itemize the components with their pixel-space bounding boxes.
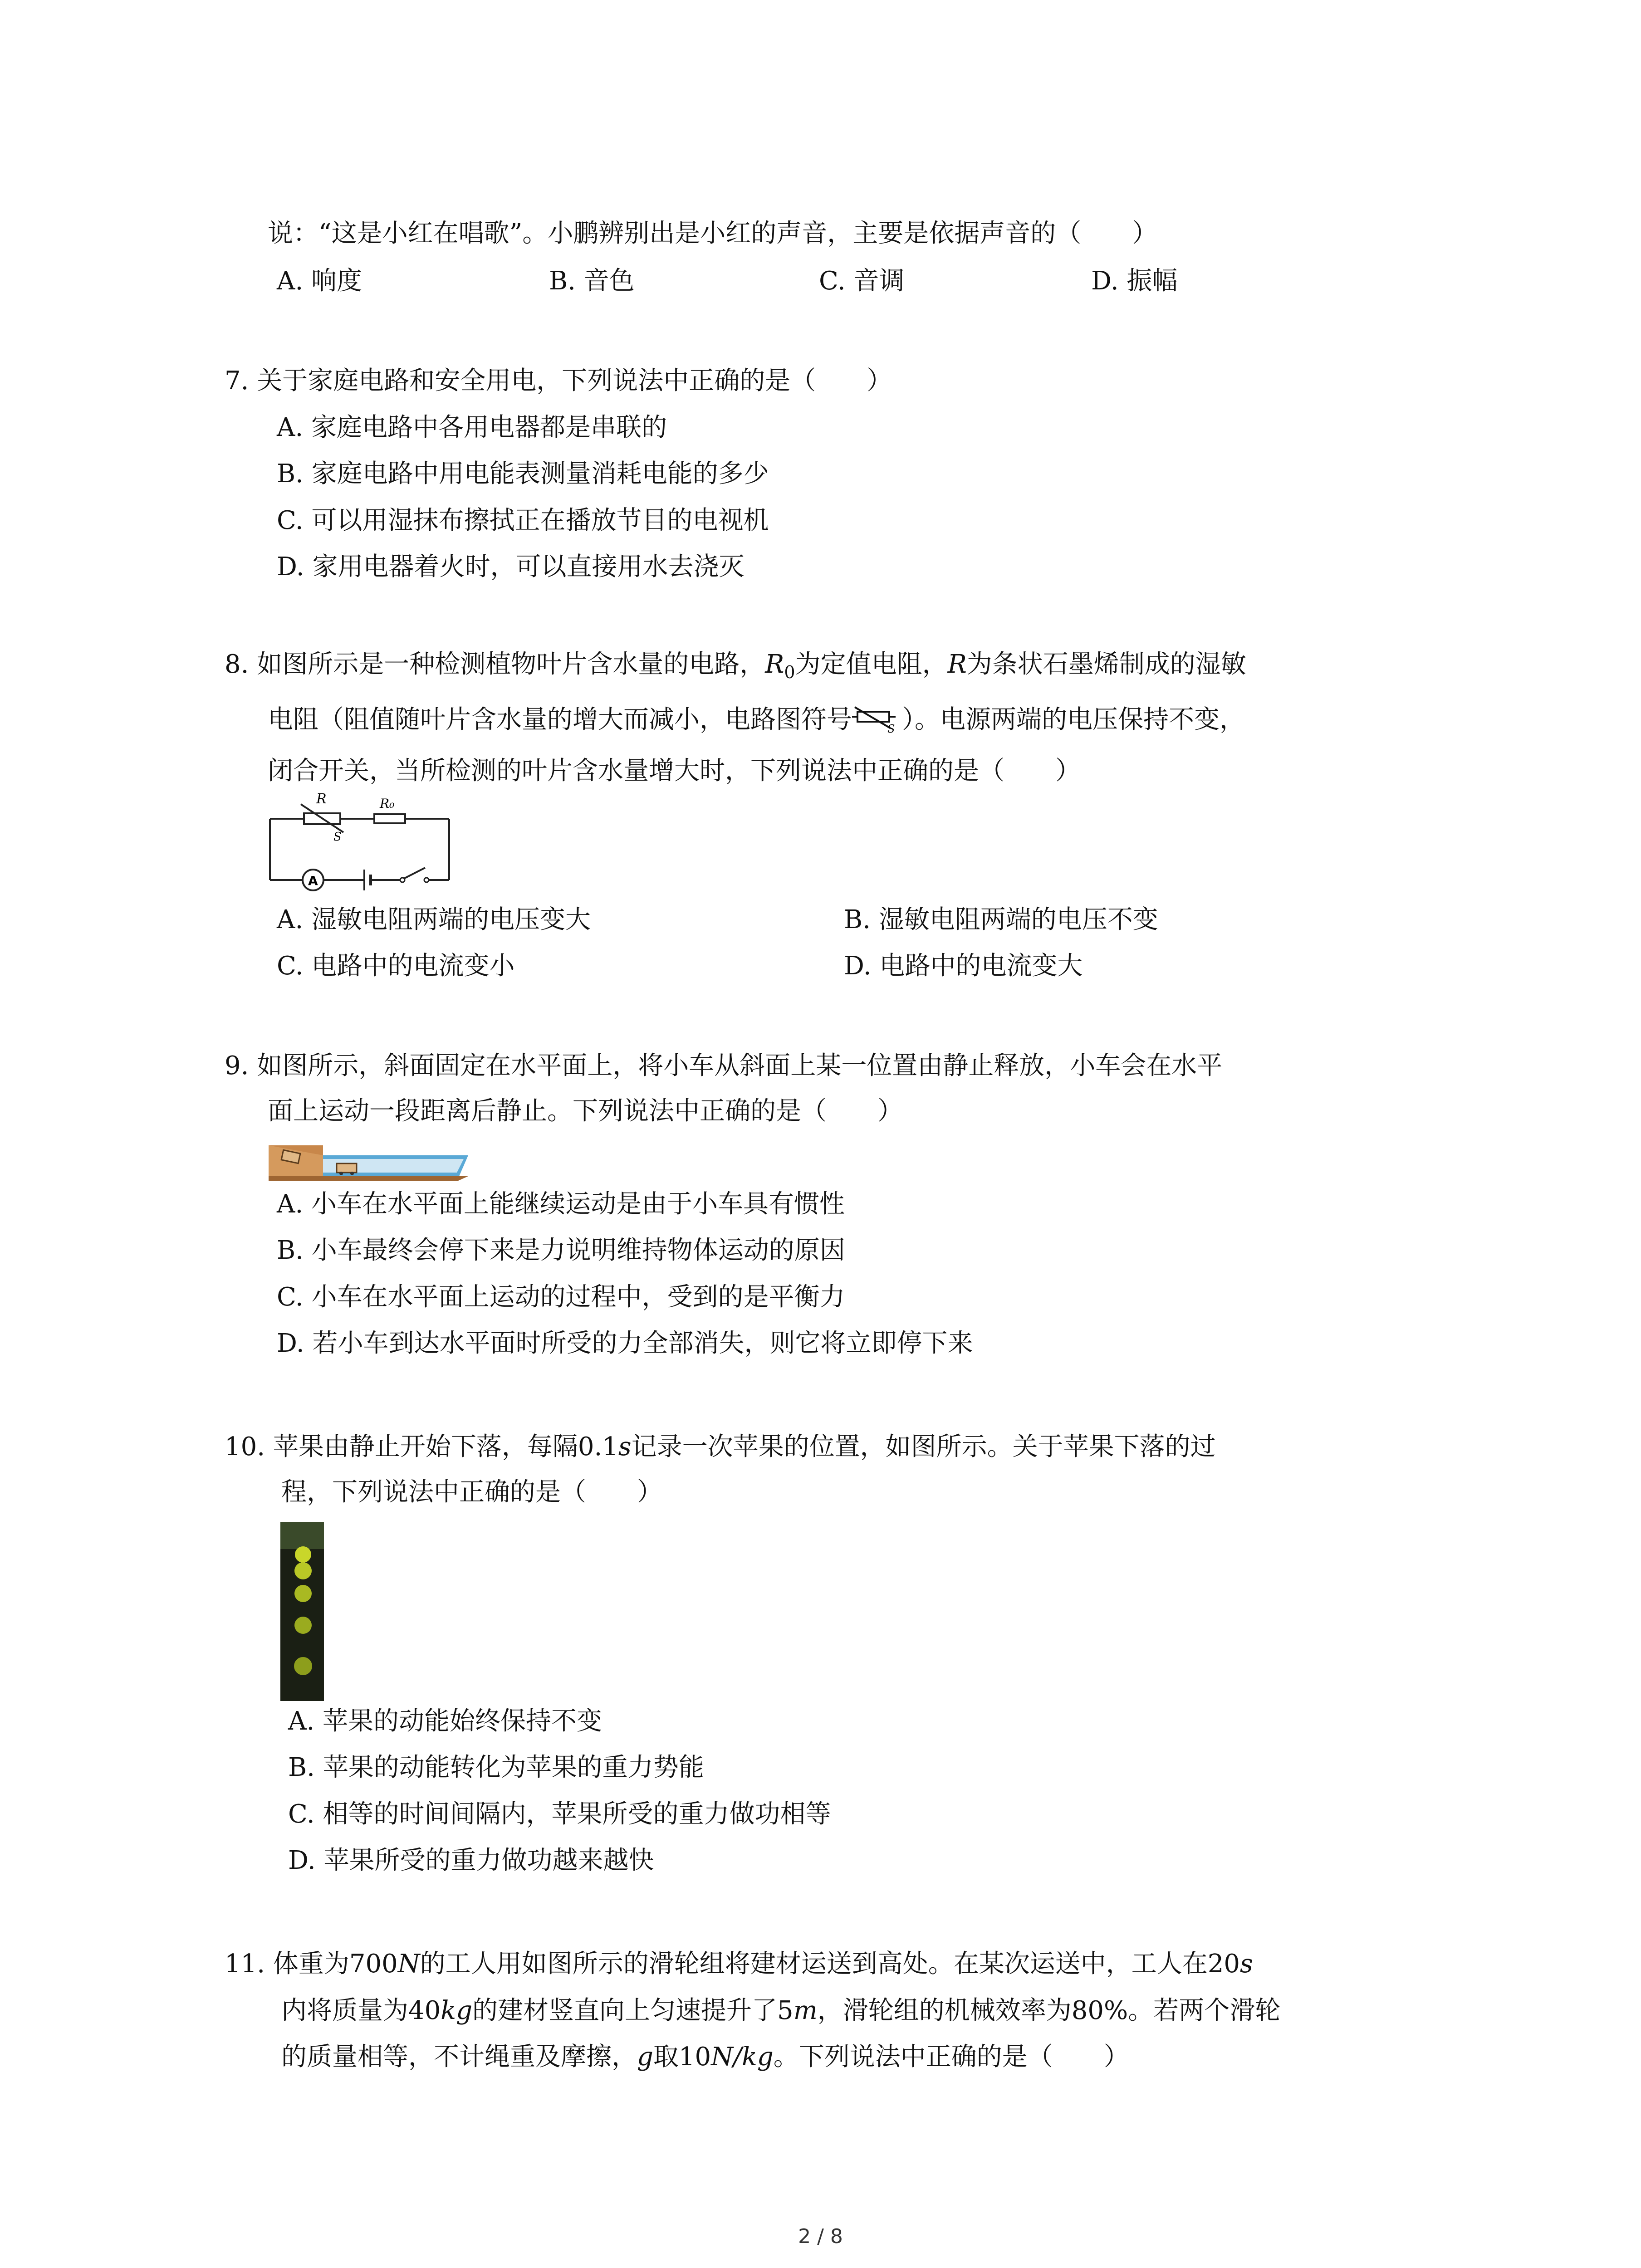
q8-circuit-figure: [265, 792, 456, 896]
q10-option-c: C. 相等的时间间隔内，苹果所受的重力做功相等: [288, 1799, 831, 1829]
q10-option-a: A. 苹果的动能始终保持不变: [288, 1706, 603, 1736]
q9-option-d: D. 若小车到达水平面时所受的力全部消失，则它将立即停下来: [277, 1329, 973, 1358]
q8-option-a: A. 湿敏电阻两端的电压变大: [277, 905, 591, 934]
q7-option-d: D. 家用电器着火时，可以直接用水去浇灭: [277, 552, 745, 582]
q9-option-c: C. 小车在水平面上运动的过程中，受到的是平衡力: [277, 1282, 845, 1312]
q8-stem-line2: 电阻（阻值随叶片含水量的增大而减小，电路图符号 S ）。电源两端的电压保持不变，: [268, 705, 1245, 734]
apple-position-4: [294, 1617, 312, 1634]
apple-position-5: [294, 1657, 312, 1675]
q9-stem-line1: 9. 如图所示，斜面固定在水平面上，将小车从斜面上某一位置由静止释放，小车会在水平: [225, 1051, 1223, 1080]
q9-option-a: A. 小车在水平面上能继续运动是由于小车具有惯性: [277, 1189, 845, 1219]
q6-option-a: A. 响度: [277, 266, 362, 296]
svg-text:S: S: [887, 723, 895, 733]
q6-option-b: B. 音色: [549, 266, 635, 296]
q10-option-b: B. 苹果的动能转化为苹果的重力势能: [288, 1753, 704, 1782]
q11-stem-line2: 内将质量为40kg的建材竖直向上匀速提升了5m，滑轮组的机械效率为80%。若两个滑轮: [281, 1996, 1281, 2025]
q9-incline-cart-figure: [269, 1141, 468, 1182]
page-number: 2 / 8: [798, 2225, 843, 2248]
q7-stem: 7. 关于家庭电路和安全用电，下列说法中正确的是（ ）: [225, 366, 892, 396]
q6-option-d: D. 振幅: [1091, 266, 1178, 296]
label-s: S: [333, 830, 342, 844]
q10-stem-line2: 程，下列说法中正确的是（ ）: [281, 1477, 662, 1507]
apple-position-2: [294, 1562, 312, 1579]
label-r: R: [316, 792, 327, 807]
q11-stem-line3: 的质量相等，不计绳重及摩擦，g取10N/kg。下列说法中正确的是（ ）: [281, 2042, 1129, 2072]
q6-option-c: C. 音调: [819, 266, 905, 296]
q8-option-b: B. 湿敏电阻两端的电压不变: [844, 905, 1158, 934]
q9-stem-line2: 面上运动一段距离后静止。下列说法中正确的是（ ）: [268, 1096, 903, 1126]
q7-option-c: C. 可以用湿抹布擦拭正在播放节目的电视机: [277, 506, 769, 535]
humidity-resistor-symbol-icon: [852, 705, 902, 733]
q8-stem-line1: 8. 如图所示是一种检测植物叶片含水量的电路，$R_0$为定值电阻，R为条状石墨烯制成的湿敏: [225, 650, 1246, 683]
label-r0: R₀: [380, 796, 395, 811]
fixed-resistor-icon: [374, 814, 405, 823]
q6-stem: 说：“这是小红在唱歌”。小鹏辨别出是小红的声音，主要是依据声音的（ ）: [268, 219, 1158, 248]
q10-stem-line1: 10. 苹果由静止开始下落，每隔0.1s记录一次苹果的位置，如图所示。关于苹果下落的过: [225, 1432, 1216, 1461]
q10-falling-apple-photo: [280, 1522, 324, 1701]
q8-option-d: D. 电路中的电流变大: [844, 951, 1083, 981]
q11-stem-line1: 11. 体重为700N的工人用如图所示的滑轮组将建材运送到高处。在某次运送中，工人在20s: [225, 1949, 1253, 1979]
q8-stem-line3: 闭合开关，当所检测的叶片含水量增大时，下列说法中正确的是（ ）: [268, 756, 1081, 786]
apple-position-1: [295, 1546, 311, 1563]
q7-option-a: A. 家庭电路中各用电器都是串联的: [277, 413, 667, 442]
q7-option-b: B. 家庭电路中用电能表测量消耗电能的多少: [277, 459, 769, 489]
q10-option-d: D. 苹果所受的重力做功越来越快: [288, 1846, 654, 1875]
switch-icon: [404, 868, 425, 879]
label-a: A: [308, 873, 318, 888]
q8-option-c: C. 电路中的电流变小: [277, 951, 515, 981]
q9-option-b: B. 小车最终会停下来是力说明维持物体运动的原因: [277, 1236, 845, 1265]
apple-position-3: [294, 1585, 312, 1602]
